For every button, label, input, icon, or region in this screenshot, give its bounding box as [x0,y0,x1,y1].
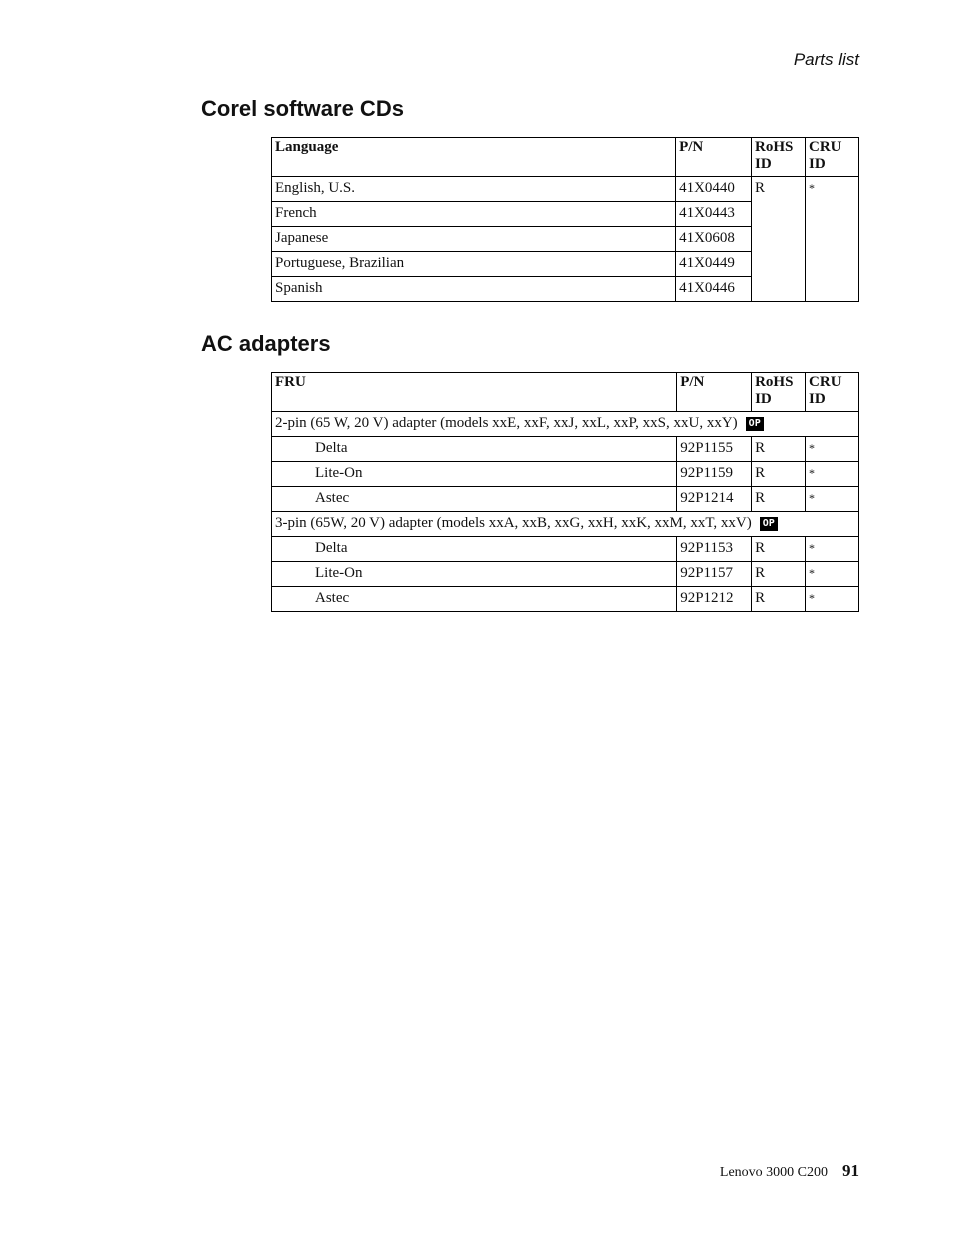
corel-cd-table [271,137,859,302]
vendor-cell: Lite-On [272,562,677,587]
language-cell: French [272,202,676,227]
language-cell: Japanese [272,227,676,252]
table-row [272,462,859,487]
table-row [272,587,859,612]
column-header-language: Language [272,138,676,177]
part-number-cell: 41X0443 [676,202,752,227]
op-badge-icon: OP [746,417,764,431]
rohs-cell: R [752,462,806,487]
vendor-cell: Delta [272,537,677,562]
group-row [272,512,859,537]
vendor-cell: Delta [272,437,677,462]
rohs-cell: R [752,562,806,587]
part-number-cell: 92P1214 [677,487,752,512]
product-name: Lenovo 3000 C200 [719,1165,828,1180]
section-title-ac-adapters: AC adapters [201,331,331,356]
table-row [272,487,859,512]
vendor-cell: Astec [272,487,677,512]
part-number-cell: 41X0608 [676,227,752,252]
group-label: 3-pin (65W, 20 V) adapter (models xxA, xxB, xxG, xxH, xxK, xxM, xxT, xxV) [275,515,752,531]
cru-cell: * [806,587,859,612]
section-title-corel: Corel software CDs [201,96,404,121]
vendor-cell: Astec [272,587,677,612]
language-cell: English, U.S. [272,177,676,202]
page-number: 91 [842,1161,859,1180]
column-header-cru: CRU ID [806,138,859,177]
rohs-cell: R [752,437,806,462]
rohs-cell: R [752,487,806,512]
cru-cell: * [806,177,859,302]
cru-cell: * [806,537,859,562]
cru-cell: * [806,487,859,512]
table-row [272,562,859,587]
table-row [272,537,859,562]
column-header-rohs: RoHS ID [752,373,806,412]
language-cell: Spanish [272,277,676,302]
cru-cell: * [806,562,859,587]
ac-adapter-table [271,372,859,612]
column-header-fru: FRU [272,373,677,412]
part-number-cell: 92P1212 [677,587,752,612]
group-label: 2-pin (65 W, 20 V) adapter (models xxE, xxF, xxJ, xxL, xxP, xxS, xxU, xxY) [275,415,738,431]
part-number-cell: 92P1155 [677,437,752,462]
cru-cell: * [806,437,859,462]
column-header-pn: P/N [676,138,752,177]
part-number-cell: 92P1153 [677,537,752,562]
table-row [272,177,859,202]
running-head: Parts list [793,50,859,69]
group-row [272,412,859,437]
column-header-rohs: RoHS ID [752,138,806,177]
part-number-cell: 92P1157 [677,562,752,587]
rohs-cell: R [752,177,806,302]
table-header-row [272,373,859,412]
op-badge-icon: OP [760,517,778,531]
column-header-cru: CRU ID [806,373,859,412]
part-number-cell: 41X0440 [676,177,752,202]
column-header-pn: P/N [677,373,752,412]
rohs-cell: R [752,587,806,612]
rohs-cell: R [752,537,806,562]
cru-cell: * [806,462,859,487]
language-cell: Portuguese, Brazilian [272,252,676,277]
part-number-cell: 92P1159 [677,462,752,487]
part-number-cell: 41X0449 [676,252,752,277]
group-cell [272,412,859,437]
group-cell [272,512,859,537]
page-footer [720,1161,859,1181]
table-header-row [272,138,859,177]
table-row [272,437,859,462]
part-number-cell: 41X0446 [676,277,752,302]
vendor-cell: Lite-On [272,462,677,487]
